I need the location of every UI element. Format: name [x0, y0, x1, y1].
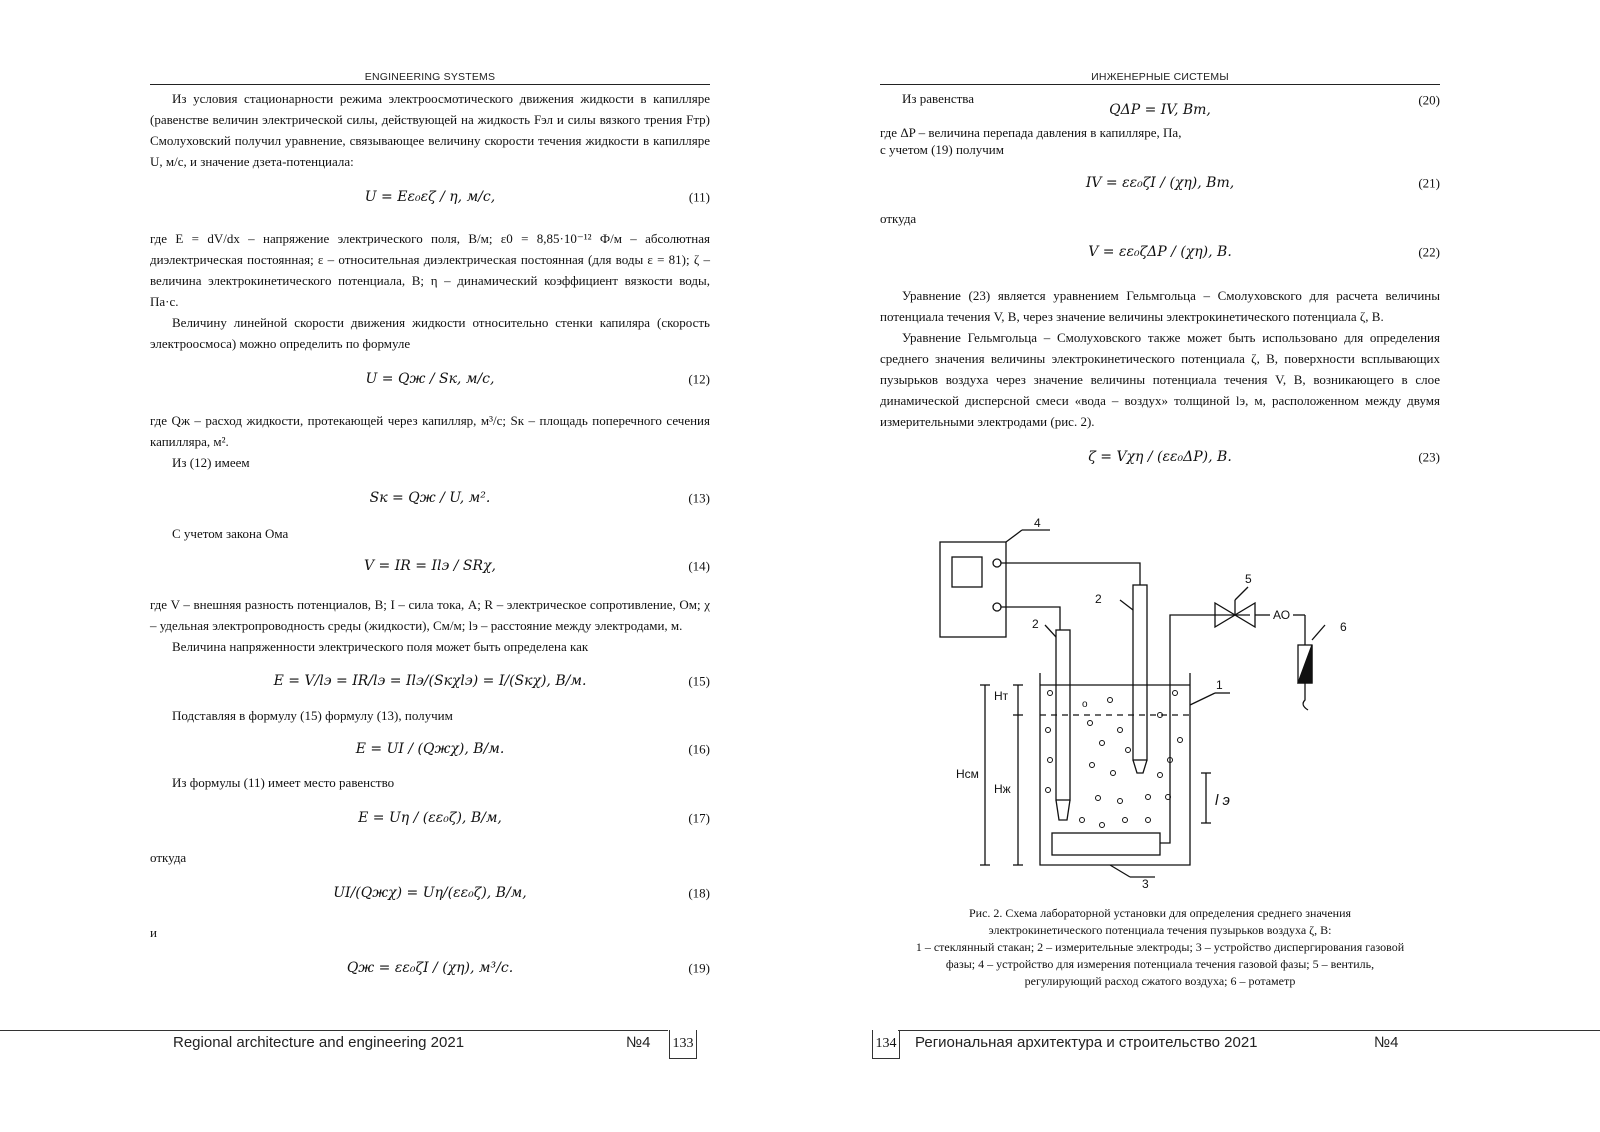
paragraph: Подставляя в формулу (15) формулу (13), получим [172, 708, 453, 723]
equation-text: IV = εε₀ζI / (χη), Вт, [1085, 175, 1235, 191]
label-6: 6 [1340, 620, 1347, 634]
leader-4 [1006, 530, 1022, 542]
text-column-left [150, 88, 710, 993]
figure-caption [880, 905, 1440, 990]
equation-number: (22) [1418, 244, 1440, 260]
page-number: 134 [872, 1030, 900, 1059]
caption-line: регулирующий расход сжатого воздуха; 6 – ротаметр [1024, 974, 1296, 988]
equation-14 [150, 544, 710, 588]
equation-number: (13) [688, 490, 710, 506]
text-column-right [880, 88, 1440, 482]
rotameter-outlet [1303, 683, 1308, 710]
paragraph: откуда [150, 850, 187, 865]
footer-title: Regional architecture and engineering 2021 [173, 1034, 465, 1051]
glass-beaker [1040, 673, 1190, 865]
equation-text: E = V/lэ = IR/lэ = Ilэ/(Sкχlэ) = I/(Sкχ), В/м. [273, 673, 587, 689]
footer-issue: №4 [1374, 1034, 1399, 1051]
label-3: 3 [1142, 877, 1149, 891]
page-134 [800, 0, 1600, 1132]
leader-2b [1120, 600, 1133, 610]
equation-text: ζ = Vχη / (εε₀ΔP), В. [1088, 449, 1232, 465]
equation-text: V = εε₀ζΔP / (χη), В. [1088, 244, 1232, 260]
leader-6 [1312, 625, 1325, 640]
label-hsm: Hсм [956, 767, 979, 781]
equation-13 [150, 473, 710, 523]
label-2a: 2 [1032, 617, 1039, 631]
terminal-bottom [993, 603, 1001, 611]
rotameter-indicator [1298, 645, 1312, 683]
footer-rule [898, 1030, 1600, 1031]
paragraph: Величина напряженности электрического поля может быть определена как [172, 639, 589, 654]
equation-number: (14) [688, 558, 710, 574]
equation-text: V = IR = Ilэ / SRχ, [364, 558, 496, 574]
electrode-left-tip [1056, 800, 1070, 820]
footer-rule [0, 1030, 668, 1031]
equation-11 [150, 172, 710, 222]
label-1: 1 [1216, 678, 1223, 692]
label-hzh: Hж [994, 782, 1011, 796]
measuring-device [940, 542, 1006, 637]
air-bubbles [1046, 691, 1183, 828]
equation-number: (23) [1418, 449, 1440, 465]
paragraph: Из условия стационарности режима электроосмотического движения жидкости в капилляре (равенстве величин электрической силы, действующей на жидкость Fэл и силы вязкого трения Fтр) Смолуховский получил уравнение, связывающее величину скорости течения жидкости в капилляре U, м/с, и значение дзета-потенциала: [150, 91, 710, 169]
page-number: 133 [669, 1030, 697, 1059]
equation-15 [150, 657, 710, 705]
equation-text: Sк = Qж / U, м². [369, 490, 491, 506]
label-o: o [1082, 699, 1088, 710]
equation-22 [880, 229, 1440, 275]
paragraph: где E = dV/dx – напряжение электрического поля, В/м; ε0 = 8,85·10⁻¹² Ф/м – абсолютная диэлектрическая постоянная; ε – относительная диэлектрическая постоянная (для воды ε = 81); ζ – величина электрокинетического потенциала, В; η – динамический коэффициент вязкости воды, Па·с. [150, 231, 710, 309]
paragraph: Из равенства [902, 91, 975, 106]
label-le: l э [1215, 792, 1230, 809]
label-2b: 2 [1095, 592, 1102, 606]
label-ao: АО [1273, 608, 1291, 622]
equation-text: U = Qж / Sк, м/с, [365, 371, 495, 387]
leader-1 [1190, 693, 1215, 705]
leader-3 [1110, 865, 1130, 877]
paragraph: Уравнение (23) является уравнением Гельмгольца – Смолуховского для расчета величины потенциала течения V, В, через значение величины электрокинетического потенциала ζ, В. [880, 288, 1440, 324]
equation-number: (11) [688, 189, 710, 205]
equation-number: (16) [688, 741, 710, 757]
air-pipe [1160, 615, 1250, 843]
footer-issue: №4 [626, 1034, 651, 1051]
equation-18 [150, 868, 710, 918]
equation-20 [880, 88, 1440, 118]
equation-number: (18) [688, 885, 710, 901]
caption-line: электрокинетического потенциала течения пузырьков воздуха ζ, В: [988, 923, 1332, 937]
caption-line: фазы; 4 – устройство для измерения потенциала течения газовой фазы; 5 – вентиль, [945, 957, 1375, 971]
electrode-right-tip [1133, 760, 1147, 773]
equation-number: (20) [1418, 92, 1440, 108]
dispersing-device [1052, 833, 1160, 855]
caption-line: 1 – стеклянный стакан; 2 – измерительные электроды; 3 – устройство диспергирования газовой [915, 940, 1405, 954]
paragraph: Уравнение Гельмгольца – Смолуховского также может быть использовано для определения среднего значения величины электрокинетического потенциала ζ, В, поверхности всплывающих пузырьков воздуха через значение величины потенциала течения V, В, возникающего в слое динамической дисперсной смеси «вода – воздух» толщиной lэ, м, расположенном между двумя измерительными электродами (рис. 2). [880, 330, 1440, 429]
label-5: 5 [1245, 572, 1252, 586]
label-4: 4 [1034, 516, 1041, 530]
paragraph: С учетом закона Ома [172, 526, 289, 541]
equation-text: E = Uη / (εε₀ζ), В/м, [358, 810, 502, 826]
caption-line: Рис. 2. Схема лабораторной установки для определения среднего значения [968, 906, 1352, 920]
equation-17 [150, 793, 710, 843]
equation-number: (19) [688, 960, 710, 976]
paragraph: Величину линейной скорости движения жидкости относительно стенки капиляра (скорость электроосмоса) можно определить по формуле [150, 315, 710, 351]
paragraph: где ΔP – величина перепада давления в капилляре, Па, [880, 125, 1182, 140]
equation-number: (15) [688, 673, 710, 689]
label-ht: Hт [994, 689, 1009, 703]
wire-to-electrode-right [1001, 563, 1140, 585]
paragraph: откуда [880, 211, 917, 226]
equation-19 [150, 943, 710, 993]
equation-12 [150, 354, 710, 404]
paragraph: Из (12) имеем [172, 455, 250, 470]
running-header: ENGINEERING SYSTEMS [150, 70, 710, 85]
meter-display [952, 557, 982, 587]
equation-16 [150, 726, 710, 772]
equation-text: QΔP = IV, Вт, [1109, 102, 1211, 118]
equation-text: E = UI / (Qжχ), В/м. [355, 741, 505, 757]
apparatus-diagram [930, 515, 1370, 895]
equation-text: U = Eε₀εζ / η, м/с, [364, 189, 496, 205]
electrode-right [1133, 585, 1147, 760]
equation-number: (21) [1418, 175, 1440, 191]
leader-5 [1235, 587, 1248, 600]
paragraph: где Qж – расход жидкости, протекающей через капилляр, м³/с; Sк – площадь поперечного сечения капилляра, м². [150, 413, 710, 449]
wire-to-electrode-left [1001, 607, 1060, 630]
equation-number: (12) [688, 371, 710, 387]
equation-23 [880, 432, 1440, 482]
leader-2a [1045, 625, 1056, 637]
equation-number: (17) [688, 810, 710, 826]
paragraph: и [150, 925, 157, 940]
equation-text: Qж = εε₀ζI / (χη), м³/с. [346, 960, 514, 976]
equation-text: UI/(Qжχ) = Uη/(εε₀ζ), В/м, [333, 885, 527, 901]
paragraph: с учетом (19) получим [880, 142, 1004, 157]
running-header: ИНЖЕНЕРНЫЕ СИСТЕМЫ [880, 70, 1440, 85]
equation-21 [880, 158, 1440, 208]
paragraph: где V – внешняя разность потенциалов, В; I – сила тока, А; R – электрическое сопротивление, Ом; χ – удельная электропроводность среды (жидкости), См/м; lэ – расстояние между электродами, м. [150, 597, 710, 633]
terminal-top [993, 559, 1001, 567]
paragraph: Из формулы (11) имеет место равенство [172, 775, 395, 790]
footer-title: Региональная архитектура и строительство 2021 [915, 1034, 1258, 1051]
